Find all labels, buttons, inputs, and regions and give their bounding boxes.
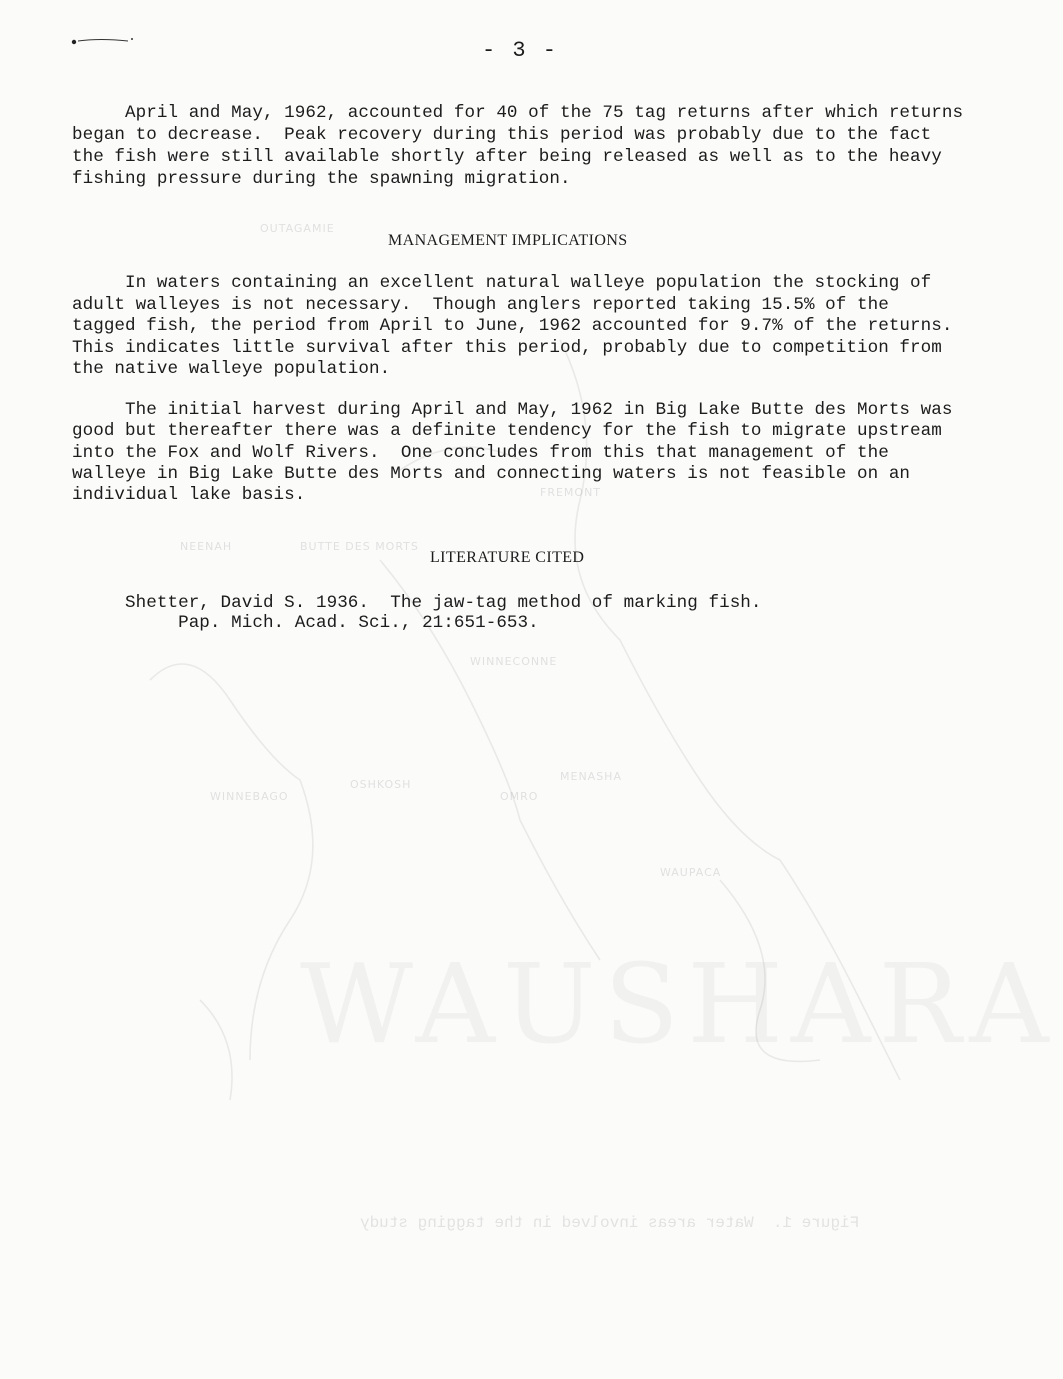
ghost-label: FREMONT: [540, 486, 602, 499]
citation-line: Pap. Mich. Acad. Sci., 21:651-653.: [72, 613, 539, 633]
ghost-label: WINNECONNE: [470, 655, 558, 668]
ghost-label: MENASHA: [560, 770, 622, 783]
ghost-lettering: WAUSHARA: [300, 940, 1057, 1068]
management-paragraph-1-line: In waters containing an excellent natural walleye population the stocking of: [72, 273, 932, 293]
management-paragraph-1-line: This indicates little survival after this period, probably due to competition from: [72, 338, 942, 358]
ghost-label: WAUPACA: [660, 866, 722, 879]
intro-line: April and May, 1962, accounted for 40 of the 75 tag returns after which returns: [72, 103, 964, 123]
ghost-label: OSHKOSH: [350, 778, 412, 791]
management-paragraph-1-line: tagged fish, the period from April to June, 1962 accounted for 9.7% of the returns.: [72, 316, 953, 336]
management-paragraph-2-line: into the Fox and Wolf Rivers. One concludes from this that management of the: [72, 443, 889, 463]
ghost-label: BUTTE DES MORTS: [300, 540, 419, 553]
page-number: - 3 -: [481, 38, 558, 63]
management-paragraph-2-line: individual lake basis.: [72, 485, 306, 505]
ghost-caption: Figure 1. Water areas involved in the tagging study: [360, 1214, 860, 1232]
management-paragraph-2-line: The initial harvest during April and May, 1962 in Big Lake Butte des Morts was: [72, 400, 953, 420]
citation-line: Shetter, David S. 1936. The jaw-tag method of marking fish.: [72, 593, 762, 613]
intro-line: the fish were still available shortly after being released as well as to the heavy: [72, 147, 942, 167]
literature-heading: LITERATURE CITED: [430, 549, 585, 566]
ghost-label: OMRO: [500, 790, 539, 803]
management-paragraph-1-line: adult walleyes is not necessary. Though anglers reported taking 15.5% of the: [72, 295, 889, 315]
management-paragraph-2-line: good but thereafter there was a definite tendency for the fish to migrate upstream: [72, 421, 942, 441]
management-heading: MANAGEMENT IMPLICATIONS: [388, 232, 628, 249]
intro-line: began to decrease. Peak recovery during this period was probably due to the fact: [72, 125, 932, 145]
ghost-label: WINNEBAGO: [210, 790, 289, 803]
intro-line: fishing pressure during the spawning migration.: [72, 169, 571, 189]
management-paragraph-2-line: walleye in Big Lake Butte des Morts and connecting waters is not feasible on an: [72, 464, 911, 484]
ghost-label: NEENAH: [180, 540, 233, 553]
ghost-label: OUTAGAMIE: [260, 222, 335, 235]
management-paragraph-1-line: the native walleye population.: [72, 359, 391, 379]
